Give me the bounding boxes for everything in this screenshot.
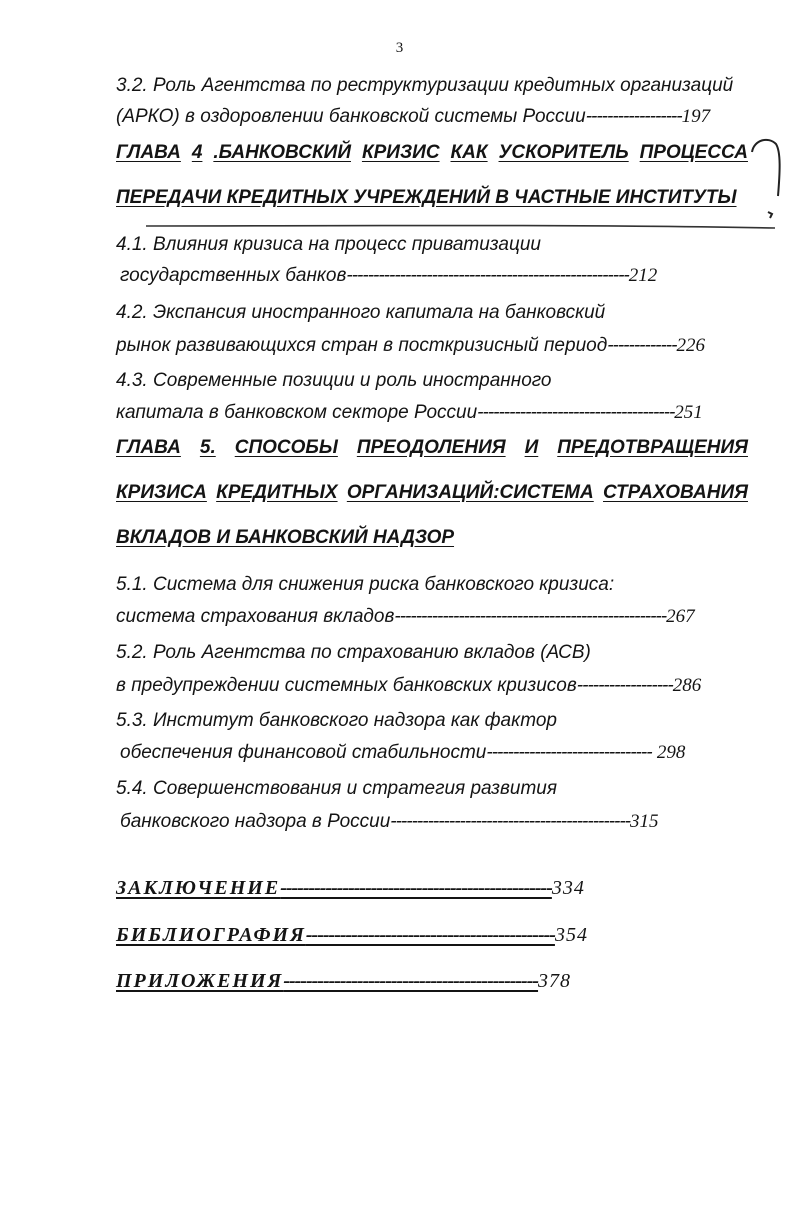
- toc-entry-5-2-line2: [116, 674, 701, 698]
- toc-entry-5-2-title: в предупреждении системных банковских кризисов: [116, 675, 577, 696]
- toc-entry-5-3-leader: -------------------------------: [486, 742, 652, 763]
- chapter-5-heading-line2: [116, 481, 748, 505]
- toc-entry-4-2-page: 226: [676, 335, 705, 356]
- toc-entry-4-2-title: рынок развивающихся стран в посткризисный период: [116, 335, 608, 356]
- toc-entry-3-2-line1: 3.2. Роль Агентства по реструктуризации кредитных организаций: [116, 75, 734, 96]
- toc-bibliography-page: 354: [554, 924, 588, 946]
- toc-entry-5-1-line2: [116, 605, 695, 629]
- handwritten-bracket-mark: [0, 0, 799, 260]
- toc-entry-3-2-page: 197: [681, 106, 711, 127]
- toc-entry-4-1-line1: 4.1. Влияния кризиса на процесс приватизации: [116, 234, 541, 255]
- toc-entry-3-2-title: (АРКО) в оздоровлении банковской системы России: [116, 106, 586, 127]
- chapter-4-word: .БАНКОВСКИЙ: [213, 142, 351, 163]
- toc-appendices-page: 378: [538, 970, 572, 992]
- toc-entry-5-1-leader: ---------------------------------------------------: [394, 606, 667, 627]
- chapter-5-word: КРИЗИСА: [116, 482, 207, 503]
- toc-entry-4-1-title: государственных банков: [120, 265, 347, 286]
- toc-conclusion-leader: ------------------------------------------------: [280, 877, 552, 899]
- toc-entry-5-4-leader: ---------------------------------------------: [390, 811, 631, 832]
- toc-entry-4-2-leader: -------------: [607, 335, 677, 356]
- chapter-5-heading-line3: ВКЛАДОВ И БАНКОВСКИЙ НАДЗОР: [116, 527, 455, 548]
- toc-conclusion: [116, 875, 585, 901]
- chapter-4-word: КАК: [450, 142, 488, 163]
- chapter-4-word: 4: [191, 142, 203, 163]
- toc-appendices-label: ПРИЛОЖЕНИЯ: [116, 970, 284, 992]
- toc-entry-5-3-line2: [120, 741, 685, 765]
- chapter-4-word: ГЛАВА: [116, 142, 181, 163]
- toc-entry-5-3-page: 298: [656, 742, 686, 763]
- toc-entry-4-3-line2: [116, 401, 703, 425]
- toc-entry-5-4-line1: 5.4. Совершенствования и стратегия развития: [116, 778, 558, 799]
- chapter-4-heading-line2: ПЕРЕДАЧИ КРЕДИТНЫХ УЧРЕЖДЕНИЙ В ЧАСТНЫЕ ИНСТИТУТЫ: [116, 187, 737, 208]
- chapter-5-word: И: [524, 437, 539, 458]
- toc-entry-5-2-leader: ------------------: [576, 675, 673, 696]
- toc-entry-3-2-leader: ------------------: [585, 106, 682, 127]
- toc-entry-4-3-title: капитала в банковском секторе России: [116, 402, 478, 423]
- chapter-4-word: УСКОРИТЕЛЬ: [498, 142, 629, 163]
- toc-entry-5-2-line1: 5.2. Роль Агентства по страхованию вкладов (АСВ): [116, 642, 591, 663]
- toc-entry-5-4-title: банковского надзора в России: [120, 811, 391, 832]
- chapter-5-word: ПРЕОДОЛЕНИЯ: [356, 437, 506, 458]
- toc-entry-5-2-page: 286: [672, 675, 702, 696]
- toc-entry-4-1-page: 212: [628, 265, 658, 286]
- chapter-5-word: КРЕДИТНЫХ: [216, 482, 338, 503]
- toc-entry-4-3-page: 251: [674, 402, 703, 423]
- toc-bibliography-leader: --------------------------------------------: [305, 924, 555, 946]
- chapter-5-word: СТРАХОВАНИЯ: [603, 482, 748, 503]
- chapter-5-word: 5.: [199, 437, 216, 458]
- toc-bibliography-label: БИБЛИОГРАФИЯ: [116, 924, 306, 946]
- chapter-4-word: КРИЗИС: [361, 142, 440, 163]
- page-number: 3: [395, 40, 404, 56]
- toc-entry-5-1-page: 267: [666, 606, 695, 627]
- toc-entry-4-2-line2: [116, 334, 705, 358]
- toc-entry-4-2-line1: 4.2. Экспансия иностранного капитала на банковский: [116, 302, 606, 323]
- chapter-5-word: ОРГАНИЗАЦИЙ:СИСТЕМА: [346, 482, 594, 503]
- toc-entry-5-4-page: 315: [630, 811, 659, 832]
- toc-entry-5-3-title: обеспечения финансовой стабильности: [120, 742, 487, 763]
- toc-entry-4-1-line2: [120, 264, 657, 288]
- toc-entry-4-1-leader: -----------------------------------------------------: [346, 265, 629, 286]
- toc-entry-5-1-line1: 5.1. Система для снижения риска банковского кризиса:: [116, 574, 615, 595]
- toc-entry-4-3-leader: -------------------------------------: [477, 402, 675, 423]
- chapter-5-word: СПОСОБЫ: [234, 437, 338, 458]
- toc-bibliography: [116, 922, 588, 948]
- chapter-5-word: ГЛАВА: [116, 437, 181, 458]
- toc-entry-5-1-title: система страхования вкладов: [116, 606, 395, 627]
- chapter-5-word: ПРЕДОТВРАЩЕНИЯ: [557, 437, 748, 458]
- toc-entry-5-3-line1: 5.3. Институт банковского надзора как фактор: [116, 710, 557, 731]
- toc-conclusion-label: ЗАКЛЮЧЕНИЕ: [116, 877, 281, 899]
- toc-appendices-leader: ---------------------------------------------: [283, 970, 539, 992]
- chapter-4-word: ПРОЦЕССА: [639, 142, 748, 163]
- toc-entry-4-3-line1: 4.3. Современные позиции и роль иностранного: [116, 370, 552, 391]
- toc-entry-5-4-line2: [120, 810, 659, 834]
- chapter-5-heading-line1: [116, 436, 748, 460]
- toc-appendices: [116, 968, 571, 994]
- toc-conclusion-page: 334: [551, 877, 585, 899]
